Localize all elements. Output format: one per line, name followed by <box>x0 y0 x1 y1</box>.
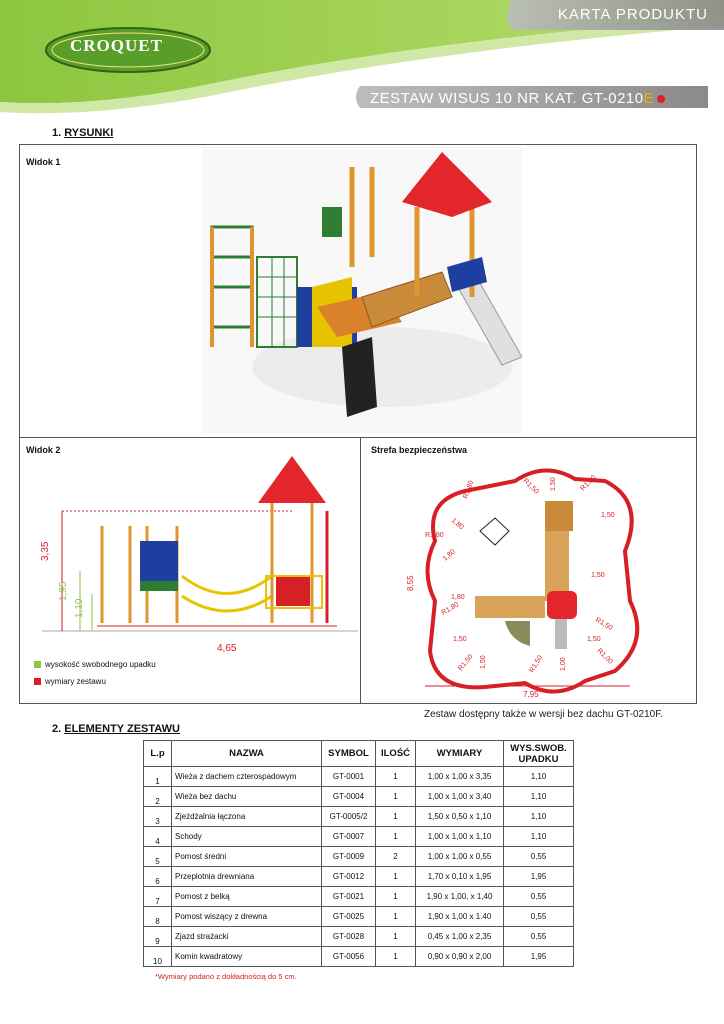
table-cell: 1,00 x 1,00 x 0,55 <box>416 847 504 867</box>
table-cell: GT-0012 <box>322 867 376 887</box>
table-cell: 1,00 x 1,00 x 3,40 <box>416 787 504 807</box>
table-cell: 1 <box>144 767 172 787</box>
dim-overall-height: 8,55 <box>406 575 415 591</box>
product-title-main: ZESTAW WISUS 10 NR KAT. GT-0210 <box>370 90 644 107</box>
view-2-illustration <box>22 451 358 661</box>
table-cell: GT-0004 <box>322 787 376 807</box>
table-header-row <box>144 741 574 767</box>
safety-zone-label: Strefa bezpieczeństwa <box>371 445 468 455</box>
table-cell: 1,00 x 1,00 x 1,10 <box>416 827 504 847</box>
table-cell: 3 <box>144 807 172 827</box>
table-cell: Przeplotnia drewniana <box>172 867 322 887</box>
frame-divider-horizontal <box>20 437 696 438</box>
safety-zone-illustration <box>405 461 650 701</box>
table-row <box>144 947 574 967</box>
safety-dim-label: R1,50 <box>528 654 545 674</box>
table-row <box>144 887 574 907</box>
table-row <box>144 907 574 927</box>
drawings-frame <box>19 144 697 704</box>
safety-dim-label: 1,50 <box>453 636 467 643</box>
table-cell: GT-0009 <box>322 847 376 867</box>
table-cell: GT-0007 <box>322 827 376 847</box>
col-header: L.p <box>144 741 172 767</box>
table-row <box>144 767 574 787</box>
table-cell: 1,90 x 1,00, x 1,40 <box>416 887 504 907</box>
table-cell: 0,45 x 1,00 x 2,35 <box>416 927 504 947</box>
safety-dim-label: R1,80 <box>462 479 476 500</box>
safety-dim-label: 1,80 <box>451 594 465 601</box>
view-1-label: Widok 1 <box>26 157 61 167</box>
table-row <box>144 787 574 807</box>
product-title <box>370 90 665 107</box>
section-1-title: 1. RYSUNKI <box>52 127 114 139</box>
table-cell: Zjazd strażacki <box>172 927 322 947</box>
dim-total-height: 3,35 <box>40 541 51 561</box>
red-dot-icon <box>657 95 665 103</box>
table-cell: Wieża bez dachu <box>172 787 322 807</box>
safety-dim-label: 1,50 <box>601 512 615 519</box>
col-header: WYMIARY <box>416 741 504 767</box>
table-cell: 1,95 <box>504 867 574 887</box>
table-cell: 10 <box>144 947 172 967</box>
safety-dim-label: 1,50 <box>587 636 601 643</box>
table-cell: 1 <box>376 787 416 807</box>
section-2-title: 2. ELEMENTY ZESTAWU <box>52 723 180 735</box>
table-cell: 1 <box>376 807 416 827</box>
table-cell: 0,55 <box>504 927 574 947</box>
table-cell: 1,10 <box>504 767 574 787</box>
dim-overall-width: 7,95 <box>523 690 539 699</box>
safety-dim-label: 1,80 <box>449 517 465 532</box>
legend-dimensions: wymiary zestawu <box>34 677 106 686</box>
safety-dim-label: R1,50 <box>521 477 540 496</box>
table-cell: GT-0021 <box>322 887 376 907</box>
table-cell: GT-0001 <box>322 767 376 787</box>
table-row <box>144 867 574 887</box>
table-cell: Zjeżdżalnia łączona <box>172 807 322 827</box>
table-cell: 6 <box>144 867 172 887</box>
safety-dim-label: 1,80 <box>441 548 457 563</box>
green-square-icon <box>34 661 41 668</box>
table-body <box>144 767 574 967</box>
table-cell: 5 <box>144 847 172 867</box>
table-cell: 1 <box>376 927 416 947</box>
table-cell: 9 <box>144 927 172 947</box>
col-header: WYS.SWOB. UPADKU <box>504 741 574 767</box>
table-cell: 7 <box>144 887 172 907</box>
table-cell: GT-0056 <box>322 947 376 967</box>
table-cell: 1,95 <box>504 947 574 967</box>
legend-fall-height: wysokość swobodnego upadku <box>34 660 156 669</box>
red-square-icon <box>34 678 41 685</box>
table-row <box>144 827 574 847</box>
table-cell: GT-0025 <box>322 907 376 927</box>
table-cell: Wieża z dachem czterospadowym <box>172 767 322 787</box>
col-header: ILOŚĆ <box>376 741 416 767</box>
table-cell: 2 <box>376 847 416 867</box>
table-cell: 2 <box>144 787 172 807</box>
view-1-illustration <box>202 147 522 433</box>
view-2-label: Widok 2 <box>26 445 61 455</box>
table-cell: 4 <box>144 827 172 847</box>
table-cell: Komin kwadratowy <box>172 947 322 967</box>
safety-dim-label: R1,50 <box>457 653 475 673</box>
availability-note: Zestaw dostępny także w wersji bez dachu GT-0210F. <box>424 709 664 720</box>
safety-dim-label: R1,50 <box>579 474 598 493</box>
dim-fall-height: 1,95 <box>58 581 69 601</box>
frame-divider-vertical <box>360 437 361 703</box>
table-cell: Pomost wiszący z drewna <box>172 907 322 927</box>
table-row <box>144 847 574 867</box>
table-cell: 1,90 x 1,00 x 1.40 <box>416 907 504 927</box>
page-header <box>0 0 724 120</box>
table-row <box>144 807 574 827</box>
table-cell: Pomost z belką <box>172 887 322 907</box>
table-cell: 1,10 <box>504 787 574 807</box>
table-cell: GT-0028 <box>322 927 376 947</box>
product-title-suffix: E <box>643 90 655 107</box>
table-cell: 1,10 <box>504 807 574 827</box>
table-cell: 1,70 x 0,10 x 1,95 <box>416 867 504 887</box>
safety-dim-label: 1,50 <box>550 477 557 491</box>
safety-dim-label: 1,50 <box>591 572 605 579</box>
table-cell: 0,55 <box>504 887 574 907</box>
table-cell: 1 <box>376 907 416 927</box>
col-header: NAZWA <box>172 741 322 767</box>
table-cell: Pomost średni <box>172 847 322 867</box>
table-cell: 8 <box>144 907 172 927</box>
table-cell: 1 <box>376 827 416 847</box>
table-cell: 0,55 <box>504 847 574 867</box>
safety-dim-label: R1,50 <box>594 616 614 633</box>
dim-mid-height: 1,10 <box>74 598 85 618</box>
table-cell: 1 <box>376 867 416 887</box>
table-cell: 1 <box>376 767 416 787</box>
table-footnote: *Wymiary podano z dokładnością do 5 cm. <box>155 972 297 981</box>
table-cell: 1 <box>376 947 416 967</box>
table-cell: 0,90 x 0,90 x 2,00 <box>416 947 504 967</box>
col-header: SYMBOL <box>322 741 376 767</box>
table-cell: 1,00 x 1,00 x 3,35 <box>416 767 504 787</box>
table-cell: Schody <box>172 827 322 847</box>
brand-logo: CROQUET <box>70 36 163 55</box>
table-cell: GT-0005/2 <box>322 807 376 827</box>
table-cell: 1,50 x 0,50 x 1,10 <box>416 807 504 827</box>
safety-dim-label: 1,50 <box>480 655 487 669</box>
table-cell: 0,55 <box>504 907 574 927</box>
table-cell: 1 <box>376 887 416 907</box>
table-cell: 1,10 <box>504 827 574 847</box>
card-label: KARTA PRODUKTU <box>557 6 708 23</box>
safety-dim-label: R1,00 <box>595 647 614 666</box>
elements-table <box>143 740 574 967</box>
table-row <box>144 927 574 947</box>
safety-dim-label: R1,80 <box>440 601 461 617</box>
dim-width: 4,65 <box>217 643 237 654</box>
safety-dim-label: R1,80 <box>425 532 444 539</box>
safety-dim-label: 1,00 <box>560 657 567 671</box>
